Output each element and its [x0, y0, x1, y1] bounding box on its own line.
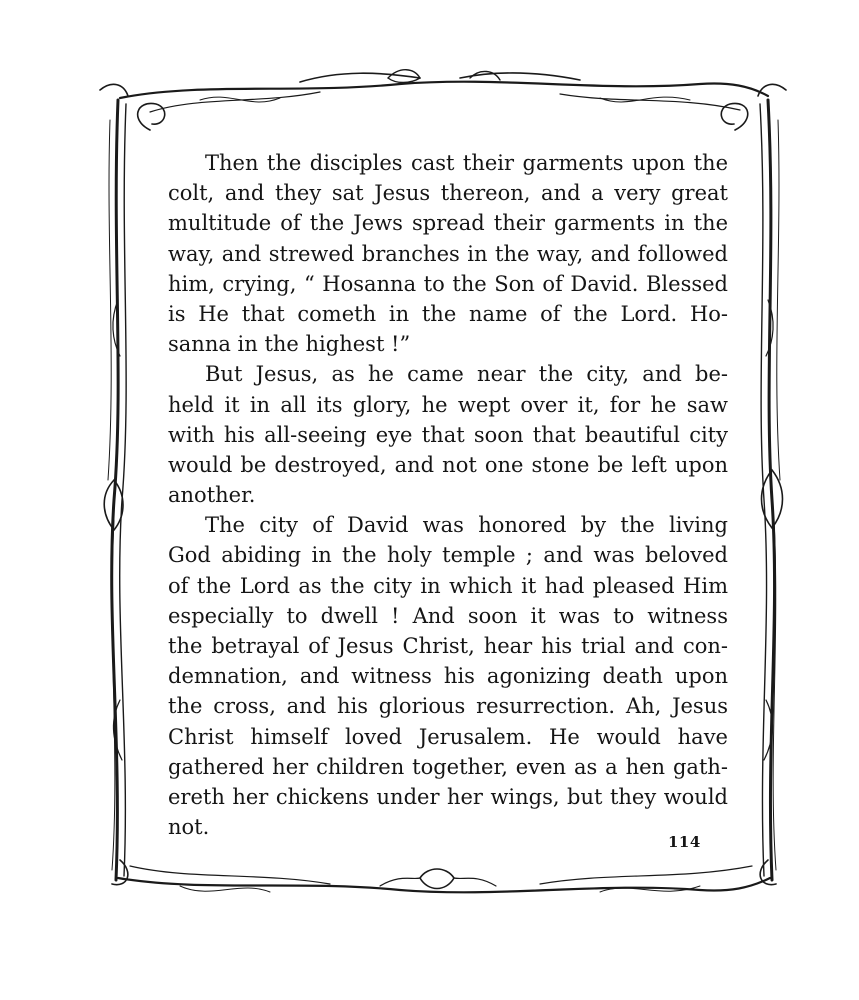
paragraph-1	[168, 148, 728, 359]
bottom-vine-ornament	[112, 860, 776, 892]
text-line: would be destroyed, and not one stone be left upon	[168, 452, 728, 477]
text-line: is He that cometh in the name of the Lord. Ho-	[168, 301, 728, 326]
text-line: Then the disciples cast their garments upon the	[205, 151, 728, 175]
body-text	[168, 148, 728, 842]
text-line: Christ himself loved Jerusalem. He would have	[168, 724, 728, 749]
text-line: the betrayal of Jesus Christ, hear his trial and con-	[168, 634, 728, 658]
text-line: him, crying, “ Hosanna to the Son of David. Blessed	[168, 271, 728, 296]
text-line: multitude of the Jews spread their garments in the	[168, 211, 728, 236]
text-line: God abiding in the holy temple ; and was beloved	[168, 543, 728, 568]
left-vine-ornament	[104, 100, 126, 880]
text-line: ereth her chickens under her wings, but they would	[168, 784, 728, 809]
text-line: not.	[168, 815, 210, 840]
text-line: sanna in the highest !”	[168, 332, 411, 357]
text-line: way, and strewed branches in the way, and followed	[168, 241, 728, 266]
paragraph-3	[168, 510, 728, 842]
right-vine-ornament	[760, 100, 783, 880]
text-line: colt, and they sat Jesus thereon, and a very great	[168, 181, 728, 206]
text-line: demnation, and witness his agonizing death upon	[168, 664, 728, 689]
text-line: held it in all its glory, he wept over it, for he saw	[168, 392, 728, 417]
paragraph-2	[168, 359, 728, 510]
text-line: But Jesus, as he came near the city, and be-	[205, 362, 728, 387]
text-line: especially to dwell ! And soon it was to witness	[168, 603, 728, 628]
text-line: The city of David was honored by the living	[205, 513, 728, 538]
text-line: another.	[168, 483, 256, 508]
top-vine-ornament	[100, 70, 786, 130]
text-line: the cross, and his glorious resurrection. Ah, Jesus	[168, 694, 728, 719]
text-line: of the Lord as the city in which it had pleased Him	[168, 573, 728, 598]
page-number: 114	[668, 833, 701, 851]
text-line: gathered her children together, even as a hen gath-	[168, 754, 728, 779]
text-line: with his all-seeing eye that soon that beautiful city	[168, 422, 728, 447]
